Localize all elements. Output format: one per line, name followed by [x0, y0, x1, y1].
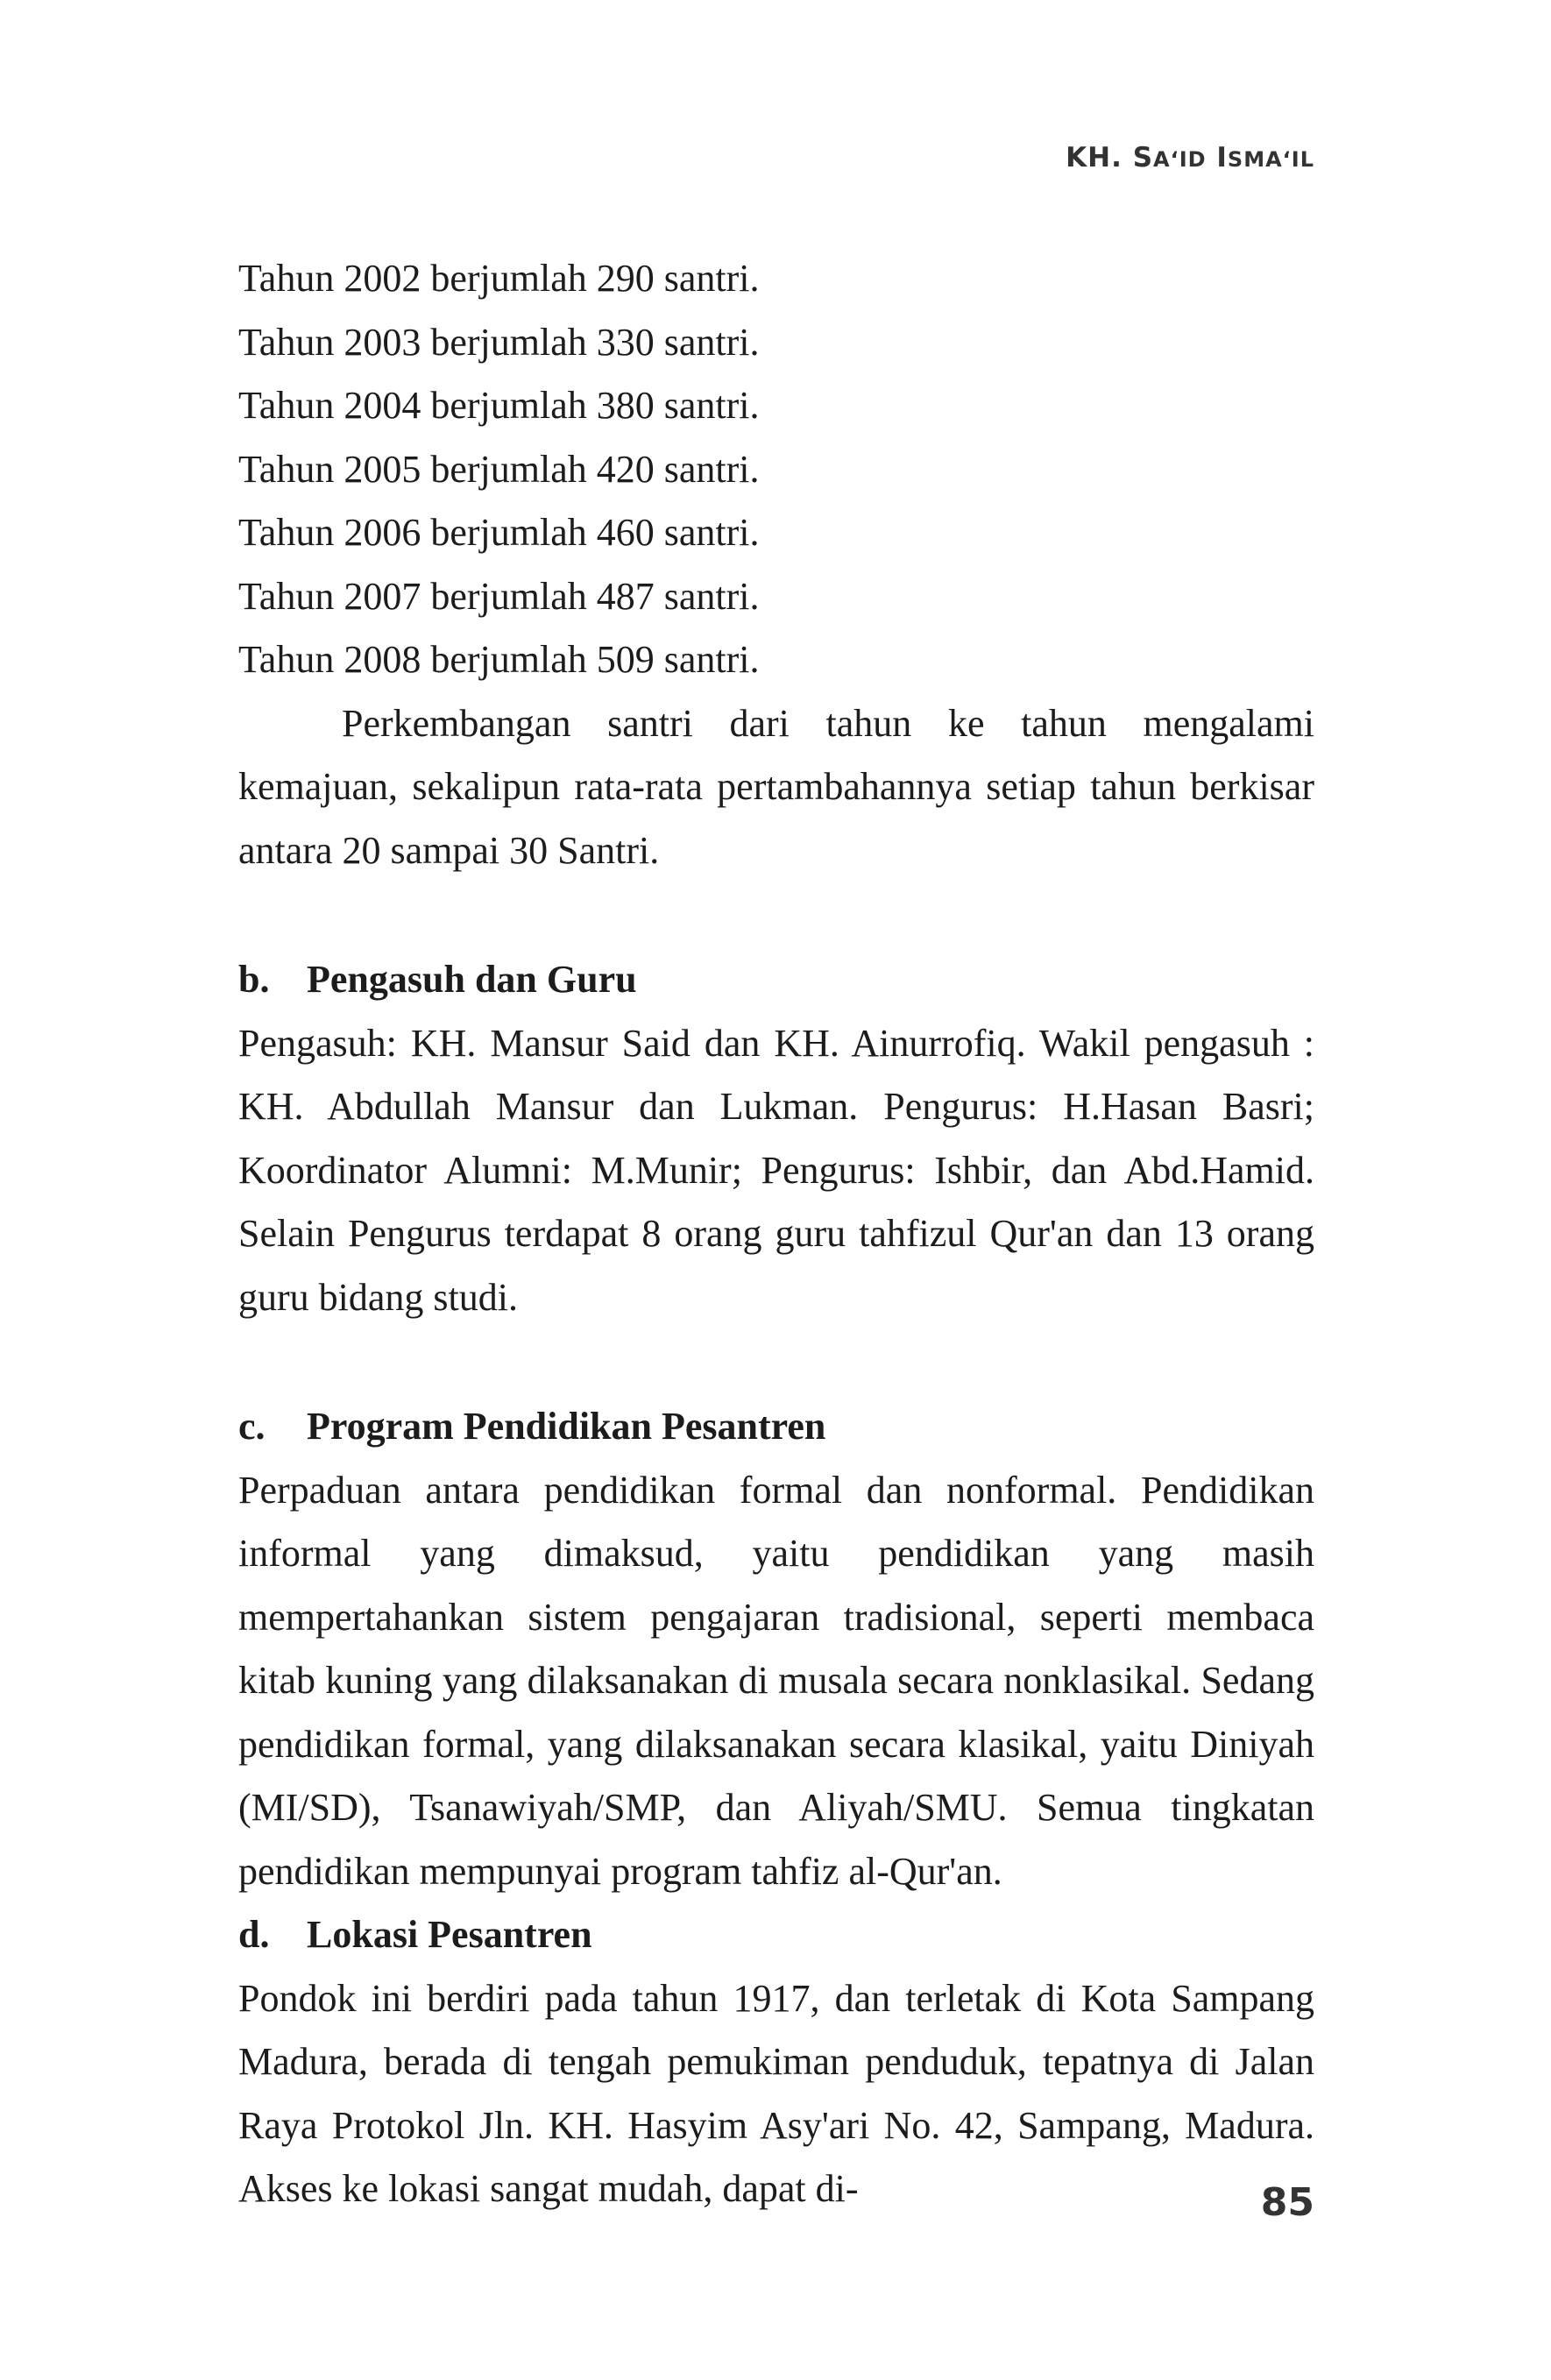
- section-heading-c: [238, 1395, 1314, 1459]
- running-header-part: SMA‘IL: [1227, 147, 1314, 172]
- section-letter: b.: [238, 958, 270, 1001]
- santri-count-line: Tahun 2004 berjumlah 380 santri.: [238, 384, 760, 427]
- running-header-part: I: [1206, 142, 1228, 174]
- running-header: [920, 142, 1314, 174]
- santri-count-line: Tahun 2002 berjumlah 290 santri.: [238, 257, 760, 300]
- section-heading-d: [238, 1903, 1314, 1967]
- section-title: Lokasi Pesantren: [307, 1913, 592, 1956]
- page-number: 85: [1260, 2180, 1314, 2225]
- section-letter: c.: [238, 1405, 266, 1448]
- santri-count-line: Tahun 2006 berjumlah 460 santri.: [238, 511, 760, 554]
- section-title: Pengasuh dan Guru: [307, 958, 637, 1001]
- section-body-b: Pengasuh: KH. Mansur Said dan KH. Ainurrofiq. Wakil pengasuh : KH. Abdullah Mansur dan Lukman. Pengurus: H.Hasan Basri; Koordinator Alumni: M.Munir; Pengurus: Ishbir, dan Abd.Hamid. Selain Pengurus terdapat 8 orang guru tahfizul Qur'an dan 13 orang guru bidang studi.: [238, 1021, 1314, 1319]
- santri-count-line: Tahun 2008 berjumlah 509 santri.: [238, 638, 760, 681]
- page-content: [238, 247, 1314, 2221]
- intro-paragraph: Perkembangan santri dari tahun ke tahun mengalami kemajuan, sekalipun rata-rata pertambahannya setiap tahun berkisar antara 20 sampai 30 Santri.: [238, 701, 1314, 872]
- section-letter: d.: [238, 1913, 270, 1956]
- santri-count-line: Tahun 2003 berjumlah 330 santri.: [238, 320, 760, 364]
- running-header-part: A‘ID: [1153, 147, 1207, 172]
- section-title: Program Pendidikan Pesantren: [307, 1405, 826, 1448]
- section-heading-b: [238, 948, 1314, 1012]
- santri-count-line: Tahun 2005 berjumlah 420 santri.: [238, 447, 760, 491]
- section-body-c: Perpaduan antara pendidikan formal dan nonformal. Pendidikan informal yang dimaksud, yaitu pendidikan yang masih mempertahankan sistem pengajaran tradisional, seperti membaca kitab kuning yang dilaksanakan di musala secara nonklasikal. Sedang pendidikan formal, yang dilaksanakan secara klasikal, yaitu Diniyah (MI/SD), Tsanawiyah/SMP, dan Aliyah/SMU. Semua tingkatan pendidikan mempunyai program tahfiz al-Qur'an.: [238, 1468, 1314, 1893]
- santri-count-line: Tahun 2007 berjumlah 487 santri.: [238, 574, 760, 618]
- section-body-d: Pondok ini berdiri pada tahun 1917, dan terletak di Kota Sampang Madura, berada di tengah pemukiman penduduk, tepatnya di Jalan Raya Protokol Jln. KH. Hasyim Asy'ari No. 42, Sampang, Madura. Akses ke lokasi sangat mudah, dapat di-: [238, 1976, 1314, 2210]
- running-header-part: KH. S: [1066, 142, 1154, 174]
